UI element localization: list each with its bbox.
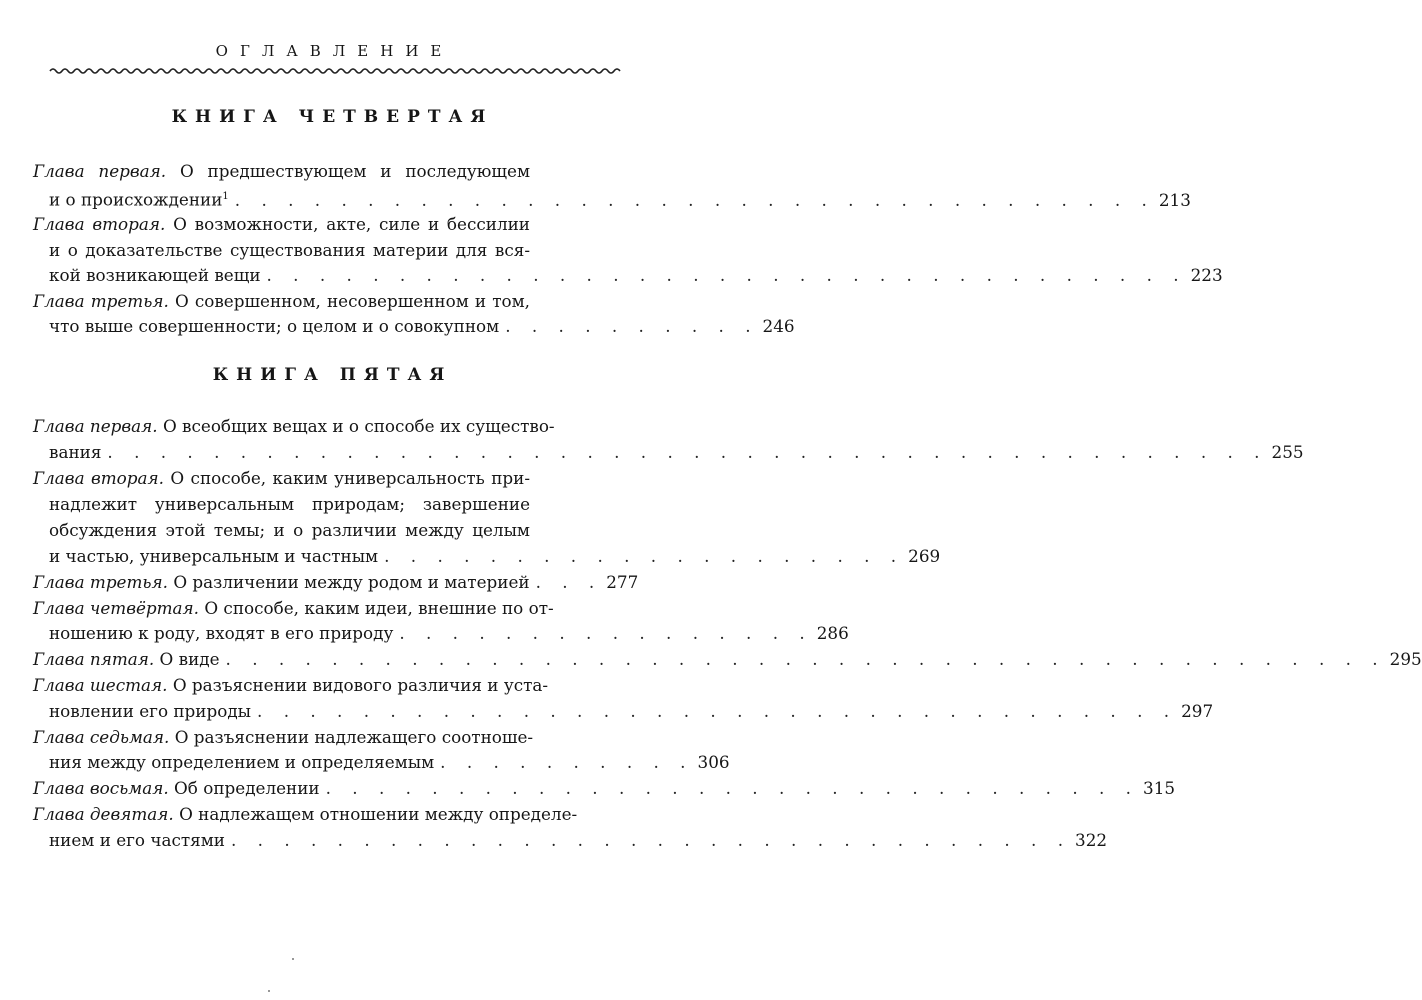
page-number: 295 — [1389, 649, 1422, 669]
page-number: 277 — [606, 572, 639, 592]
chapter-title-text: О способе, каким универсальность при- — [170, 468, 531, 488]
toc-entry-line — [49, 237, 530, 263]
chapter-title-text: ношению к роду, входят в его природу — [49, 623, 394, 643]
toc-entry-line — [33, 288, 530, 314]
page-number: 223 — [1190, 265, 1223, 285]
dot-leader: . . . . . . . . . . . . . . . . . . . . . . . . . . . . . . . . . . . — [234, 189, 1155, 210]
toc-entry-line — [33, 413, 555, 439]
chapter-label: Глава восьмая. — [33, 778, 169, 798]
chapter-label: Глава четвёртая. — [33, 598, 199, 618]
chapter-title-text: надлежит универсальным природам; завершение — [49, 494, 530, 514]
chapter-title-text: вания — [49, 442, 102, 462]
dot-leader: . . . . . . . . . . . . . . . . — [399, 623, 813, 643]
footnote-marker: 1 — [222, 191, 229, 202]
chapter-label: Глава первая. — [33, 416, 158, 436]
toc-entry-line[interactable] — [33, 569, 639, 595]
toc-entry-line — [33, 211, 530, 237]
toc-entry-line[interactable] — [49, 543, 941, 569]
chapter-title-text: ния между определением и определяемым — [49, 752, 435, 772]
book-five-heading: КНИГА ПЯТАЯ — [212, 365, 453, 385]
toc-entry-line — [33, 672, 549, 698]
chapter-title-text: обсуждения этой темы; и о различии между целым — [49, 520, 530, 540]
chapter-title-text: и о происхождении$^1$ — [49, 189, 229, 210]
toc-entry-line — [33, 595, 554, 621]
chapter-title-text: О способе, каким идеи, внешние по от- — [204, 598, 554, 618]
dot-leader: . . . . . . . . . . . . . . . . . . . . . . . . . . . . . . . . . . . — [257, 701, 1178, 721]
chapter-title-text: О различении между родом и материей — [173, 572, 530, 592]
chapter-title-text: и частью, универсальным и частным — [49, 546, 379, 566]
chapter-title-text: О виде — [159, 649, 220, 669]
page-number: 255 — [1271, 442, 1304, 462]
toc-entry-line[interactable] — [49, 262, 1223, 288]
toc-entry-line[interactable] — [33, 775, 1176, 801]
toc-entry-line[interactable] — [49, 313, 795, 339]
chapter-label: Глава вторая. — [33, 214, 166, 234]
chapter-title-text: и о доказательстве существования материи для вся- — [49, 240, 530, 260]
chapter-title-text: О предшествующем и последующем — [179, 161, 530, 181]
toc-entry-line[interactable] — [33, 646, 1422, 672]
page-number: 213 — [1158, 189, 1191, 210]
toc-entry-line — [33, 465, 530, 491]
chapter-label: Глава третья. — [33, 291, 169, 311]
chapter-title-text: кой возникающей вещи — [49, 265, 261, 285]
chapter-title-text: О разъяснении видового различия и уста- — [172, 675, 549, 695]
chapter-title-text: О разъяснении надлежащего соотноше- — [174, 727, 534, 747]
toc-entry-line[interactable] — [49, 620, 849, 646]
chapter-title-text: Об определении — [174, 778, 320, 798]
toc-entry-line — [33, 724, 534, 750]
toc-entry-line[interactable] — [49, 749, 730, 775]
chapter-label: Глава девятая. — [33, 804, 174, 824]
chapter-title-text: О всеобщих вещах и о способе их существо- — [162, 416, 555, 436]
dot-leader: . . . . . . . . . . — [440, 752, 694, 772]
chapter-title-text: что выше совершенности; о целом и о совокупном — [49, 316, 500, 336]
dot-leader: . . . — [535, 572, 603, 592]
dot-leader: . . . . . . . . . . . . . . . . . . . . . . . . . . . . . . . . . . . . . . . . . . . . — [225, 649, 1386, 669]
toc-entry-line — [33, 158, 530, 184]
page-number: 322 — [1075, 830, 1108, 850]
toc-entry-line[interactable] — [49, 827, 1108, 853]
book-four-heading: КНИГА ЧЕТВЕРТАЯ — [171, 107, 494, 127]
toc-entry-line[interactable] — [49, 184, 1191, 210]
toc-entry-line — [49, 491, 530, 517]
page-number: 315 — [1143, 778, 1176, 798]
chapter-label: Глава шестая. — [33, 675, 168, 695]
chapter-label: Глава пятая. — [33, 649, 155, 669]
chapter-label: Глава вторая. — [33, 468, 164, 488]
toc-entry-line[interactable] — [49, 439, 1304, 465]
chapter-title-text: О надлежащем отношении между определе- — [179, 804, 578, 824]
page-number: 306 — [697, 752, 730, 772]
chapter-title-text: нием и его частями — [49, 830, 225, 850]
page-number: 246 — [762, 316, 795, 336]
toc-entry-line — [49, 517, 530, 543]
chapter-title-text: О совершенном, несовершенном и том, — [174, 291, 530, 311]
running-head: ОГЛАВЛЕНИЕ — [215, 42, 454, 60]
toc-entry-line[interactable] — [49, 698, 1214, 724]
dot-leader: . . . . . . . . . . . . . . . . . . . . — [384, 546, 905, 566]
page-number: 269 — [908, 546, 941, 566]
page-number: 297 — [1181, 701, 1214, 721]
dot-leader: . . . . . . . . . . . . . . . . . . . . . . . . . . . . . . . . — [230, 830, 1072, 850]
chapter-title-text: новлении его природы — [49, 701, 252, 721]
chapter-label: Глава первая. — [33, 161, 167, 181]
dot-leader: . . . . . . . . . . . . . . . . . . . . . . . . . . . . . . . . . . . — [266, 265, 1187, 285]
chapter-label: Глава седьмая. — [33, 727, 170, 747]
chapter-label: Глава третья. — [33, 572, 168, 592]
paper-speck — [268, 990, 270, 992]
wavy-rule-ornament — [50, 64, 620, 78]
paper-speck — [292, 958, 294, 960]
chapter-title-text: О возможности, акте, силе и бессилии — [173, 214, 530, 234]
toc-entry-line — [33, 801, 578, 827]
page-number: 286 — [816, 623, 849, 643]
dot-leader: . . . . . . . . . . — [505, 316, 759, 336]
dot-leader: . . . . . . . . . . . . . . . . . . . . . . . . . . . . . . . — [325, 778, 1140, 798]
dot-leader: . . . . . . . . . . . . . . . . . . . . . . . . . . . . . . . . . . . . . . . . . . . . — [107, 442, 1268, 462]
